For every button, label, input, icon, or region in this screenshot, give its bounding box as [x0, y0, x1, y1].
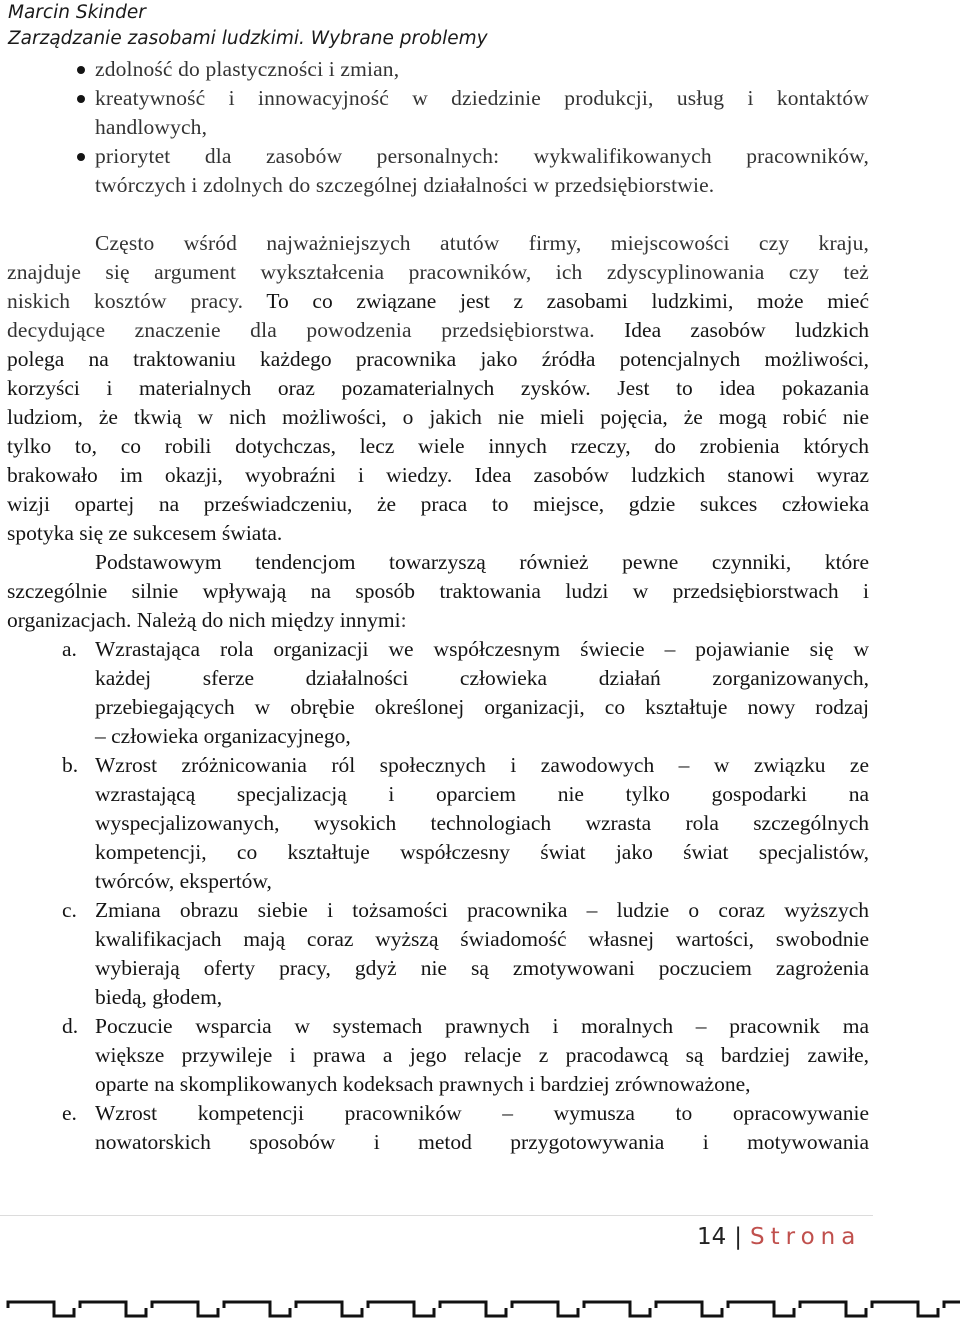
list-line: Wzrost zróżnicowania ról społecznych i zawodowych – w związku ze [95, 753, 869, 777]
bullet-text: handlowych, [95, 115, 208, 139]
paragraph-text: decydujące znaczenie dla powodzenia przedsiębiorstwa. [7, 318, 595, 342]
list-label: a. [62, 637, 77, 661]
paragraph-text: To co związane jest z zasobami ludzkimi, może mieć [243, 289, 869, 313]
page-number-footer [697, 1222, 861, 1252]
list-item [7, 751, 869, 896]
list-item [7, 635, 869, 751]
list-line: Zmiana obrazu siebie i tożsamości pracownika – ludzie o coraz wyższych [95, 898, 869, 922]
list-line: większe przywileje i prawa a jego relacje z pracodawcą są bardziej zawiłe, [95, 1043, 869, 1067]
bullet-icon [77, 153, 85, 161]
paragraph-text: Idea zasobów ludzkich [594, 318, 869, 342]
list-line: biedą, głodem, [95, 985, 223, 1009]
bullet-text: twórczych i zdolnych do szczególnej działalności w przedsiębiorstwie. [95, 173, 715, 197]
header-title: Zarządzanie zasobami ludzkimi. Wybrane problemy [8, 28, 488, 49]
paragraph-line: wizji opartej na przeświadczeniu, że praca to miejsce, gdzie sukces człowieka [7, 492, 869, 516]
paragraph-line: Podstawowym tendencjom towarzyszą również pewne czynniki, które [95, 550, 869, 574]
list-line: kwalifikacjach mają coraz wyższą świadomość własnej wartości, swobodnie [95, 927, 869, 951]
paragraph [7, 229, 869, 548]
list-line: Wzrost kompetencji pracowników – wymusza to opracowywanie [95, 1101, 869, 1125]
list-line: Poczucie wsparcia w systemach prawnych i moralnych – pracownik ma [95, 1014, 869, 1038]
list-label: c. [62, 898, 77, 922]
lettered-list [7, 635, 869, 1157]
paragraph-line: spotyka się ze sukcesem świata. [7, 521, 283, 545]
bullet-icon [77, 95, 85, 103]
paragraph-text: : [400, 608, 407, 632]
paragraph-line [7, 287, 869, 316]
paragraph-line: znajduje się argument wykształcenia pracowników, ich zdyscyplinowania czy też [7, 260, 869, 284]
list-line: Wzrastająca rola organizacji we współczesnym świecie – pojawianie się w [95, 637, 869, 661]
list-label: b. [62, 753, 79, 777]
paragraph-line: szczególnie silnie wpływają na sposób traktowania ludzi w przedsiębiorstwach i [7, 579, 869, 603]
page-word: Strona [750, 1224, 862, 1250]
list-line: – człowieka organizacyjnego, [95, 724, 351, 748]
list-line: oparte na skomplikowanych kodeksach prawnych i bardziej zrównoważone, [95, 1072, 751, 1096]
paragraph-line [7, 316, 869, 345]
paragraph-text: organizacjach. Należą do nich między innymi [7, 608, 401, 632]
paragraph-line [7, 606, 869, 635]
list-line: kompetencji, co kształtuje współczesny świat jako świat specjalistów, [95, 840, 869, 864]
list-line: nowatorskich sposobów i metod przygotowywania i motywowania [95, 1130, 869, 1154]
list-line: wzrastającą specjalizacją i oparciem nie tylko gospodarki na [95, 782, 869, 806]
paragraph-line: korzyści i materialnych oraz pozamaterialnych zysków. Jest to idea pokazania [7, 376, 869, 400]
paragraph-line: polega na traktowaniu każdego pracownika jako źródła potencjalnych możliwości, [7, 347, 869, 371]
list-item [7, 896, 869, 1012]
paragraph-line: tylko to, co robili dotychczas, lecz wiele innych rzeczy, do zrobienia których [7, 434, 869, 458]
border-pattern [8, 1302, 960, 1316]
bullet-text: kreatywność i innowacyjność w dziedzinie produkcji, usług i kontaktów [95, 86, 869, 110]
list-item [7, 55, 869, 84]
list-item [7, 84, 869, 142]
list-line: twórców, ekspertów, [95, 869, 272, 893]
header-author: Marcin Skinder [8, 2, 146, 23]
paragraph-line: ludziom, że tkwią w nich możliwości, o jakich nie mieli pojęcia, że mogą robić nie [7, 405, 869, 429]
bullet-icon [77, 66, 85, 74]
list-item [7, 142, 869, 200]
page-number: 14 [697, 1224, 727, 1250]
paragraph-line: Często wśród najważniejszych atutów firmy, miejscowości czy kraju, [95, 231, 869, 255]
page-body [7, 55, 869, 1157]
list-line: każdej sferze działalności człowieka działań zorganizowanych, [95, 666, 869, 690]
bullet-list [7, 55, 869, 200]
list-line: wyspecjalizowanych, wysokich technologiach wzrasta rola szczególnych [95, 811, 869, 835]
paragraph-text: niskich kosztów pracy. [7, 289, 244, 313]
list-line: wybierają oferty pracy, gdyż nie są zmotywowani poczuciem zagrożenia [95, 956, 869, 980]
list-label: e. [62, 1101, 77, 1125]
bullet-text: priorytet dla zasobów personalnych: wykwalifikowanych pracowników, [95, 144, 869, 168]
list-label: d. [62, 1014, 79, 1038]
running-header [8, 0, 488, 52]
list-item [7, 1099, 869, 1157]
paragraph-line: brakowało im okazji, wyobraźni i wiedzy. Idea zasobów ludzkich stanowi wyraz [7, 463, 869, 487]
decorative-border [0, 1296, 960, 1323]
list-line: przebiegających w obrębie określonej organizacji, co kształtuje nowy rodzaj [95, 695, 869, 719]
paragraph [7, 548, 869, 635]
page-separator: | [734, 1224, 743, 1250]
list-item [7, 1012, 869, 1099]
footer-rule [0, 1215, 873, 1216]
bullet-text: zdolność do plastyczności i zmian, [95, 57, 400, 81]
